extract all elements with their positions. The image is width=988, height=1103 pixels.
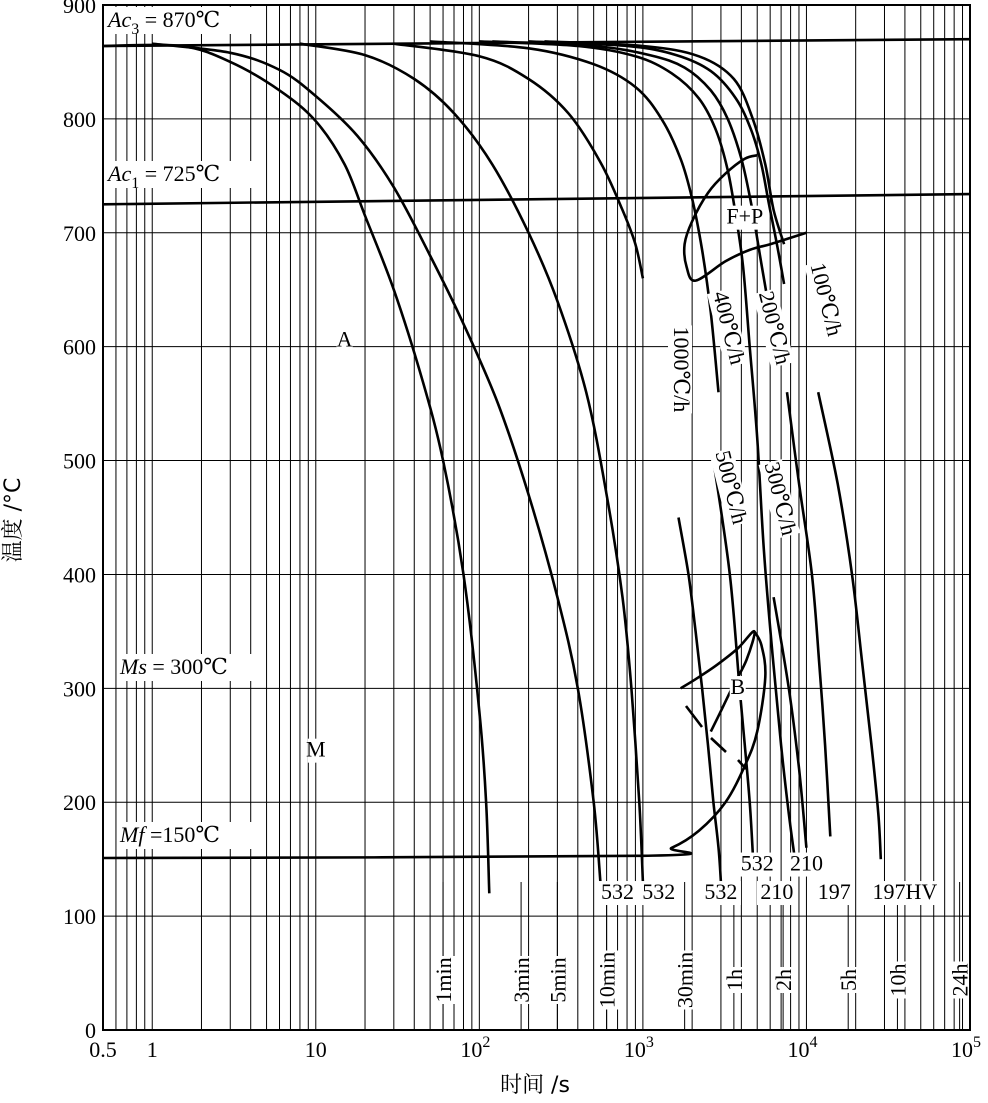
annotation-label: 532 [601,879,635,905]
rate-label-text: 300℃/h [759,459,803,538]
rate-label [709,447,753,527]
annotation-label: 210 [760,879,794,905]
time-marker-label: 2h [771,969,797,991]
y-tick-label: 0 [85,1018,96,1043]
time-marker-label: 24h [947,963,973,997]
y-tick-label: 500 [63,448,96,474]
annotation-label: 210 [789,850,823,876]
cooling-curve-5 [679,518,721,882]
rate-label [668,325,694,413]
time-marker-label: 10h [885,963,911,997]
x-tick-label: $10^2$ [460,1034,491,1062]
label-ac3: $Ac_3$ = 870℃ [108,7,221,38]
time-marker-label: 3min [509,957,535,1003]
x-tick-label: 1 [146,1037,158,1062]
x-tick-label: $10^4$ [787,1034,818,1062]
rate-label [753,288,797,368]
cooling-curve-8 [479,41,797,853]
y-tick-label: 100 [63,904,96,930]
annotation-label: A [336,326,353,352]
time-marker [509,956,534,1004]
rate-label [759,459,803,539]
x-tick-label: 10 [304,1037,327,1062]
time-marker [545,956,570,1004]
label-ms: Ms = 300℃ [120,654,228,679]
line-ac1 [103,194,970,204]
cooling-curve-12 [787,392,830,836]
rate-label [804,259,848,339]
rate-label-text: 500℃/h [710,447,753,527]
time-marker-label: 5h [836,969,862,991]
cooling-curve-4 [394,44,643,279]
rate-label-text: 1000℃/h [669,326,694,413]
time-marker [885,962,910,999]
annotation-label: 532 [704,879,738,905]
time-marker [431,956,456,1004]
annotation-label: M [306,736,326,762]
rate-label-text: 100℃/h [805,260,848,339]
label-mf: Mf =150℃ [120,822,220,847]
time-marker [771,967,796,993]
x-tick-label: 0.5 [89,1037,117,1062]
time-marker-label: 10min [594,951,620,1009]
y-tick-label: 300 [63,676,96,702]
reference-lines [103,7,970,858]
y-tick-label: 200 [63,790,96,816]
time-marker [673,951,698,1010]
annotation-label: 197HV [872,879,938,905]
annotation-label: B [730,674,746,700]
time-marker-label: 5min [545,957,571,1003]
time-marker [595,951,620,1010]
rate-label-text: 400℃/h [708,288,751,368]
time-marker-label: 1min [431,957,457,1003]
rate-label-text: 200℃/h [753,288,797,368]
time-marker [948,962,973,999]
annotation-label: 532 [740,850,774,876]
bainite-ticks [686,706,746,769]
annotation-label: 532 [642,879,676,905]
x-tick-label: $10^5$ [951,1034,981,1062]
y-tick-label: 700 [63,220,96,246]
annotation-label: F+P [726,203,764,229]
time-marker-label: 30min [672,951,698,1009]
y-tick-label: 400 [63,562,96,588]
annotation-label: 197 [817,879,851,905]
y-tick-label: 600 [63,334,96,360]
cooling-curve-11 [529,41,785,284]
time-marker [836,967,861,993]
time-marker [722,967,747,993]
y-tick-label: 900 [63,0,96,18]
y-tick-label: 800 [63,106,96,132]
x-axis-label: 时间 /s [500,1073,570,1098]
x-tick-label: $10^3$ [623,1034,654,1062]
time-marker-label: 1h [721,969,747,991]
y-axis-label: 温度 /°C [1,477,26,563]
label-ac1: $Ac_1$ = 725℃ [108,161,221,192]
